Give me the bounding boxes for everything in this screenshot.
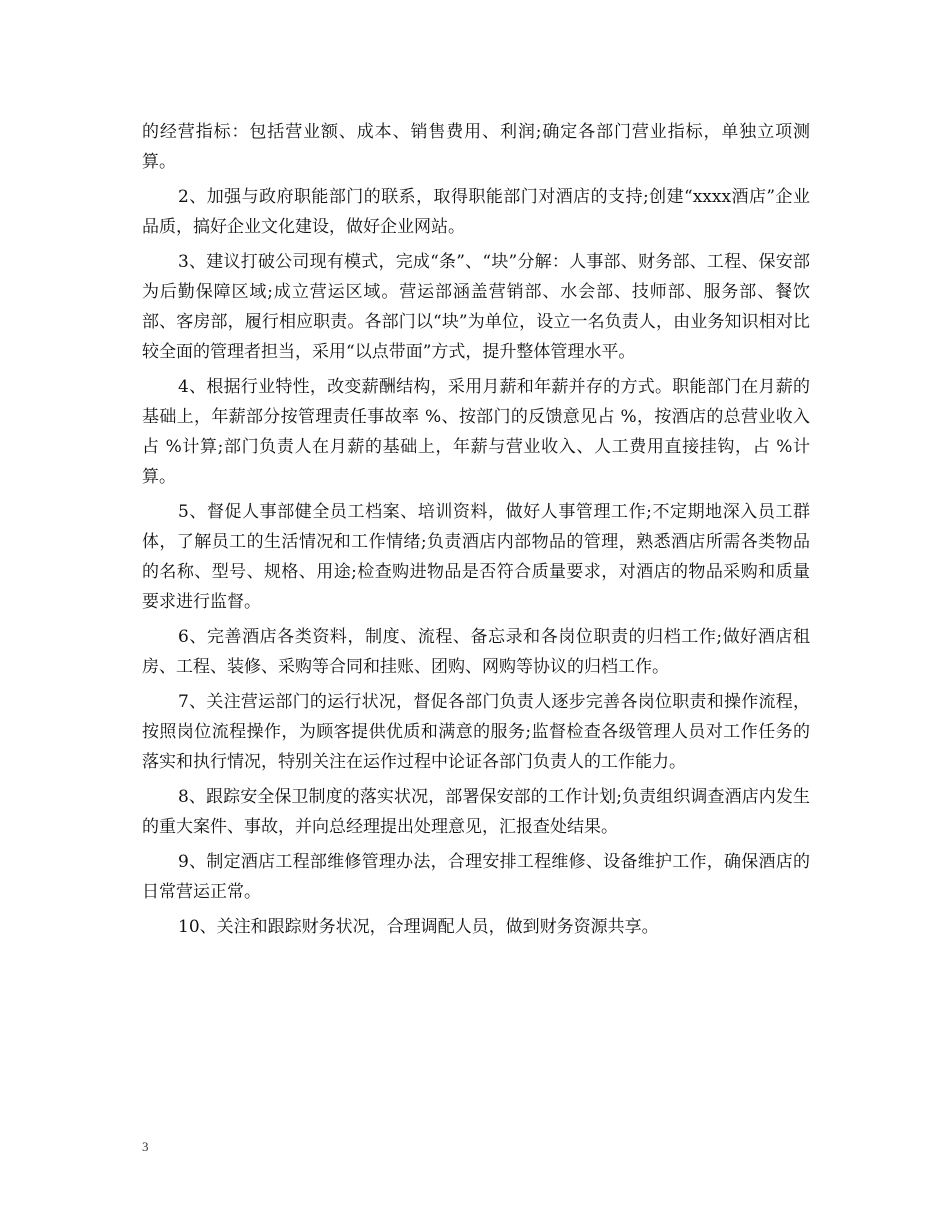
paragraph-item-9: 9、制定酒店工程部维修管理办法，合理安排工程维修、设备维护工作，确保酒店的日常营运正常。 [142,852,810,902]
paragraph-item-10: 10、关注和跟踪财务状况，合理调配人员，做到财务资源共享。 [178,917,659,937]
page-number: 3 [142,1139,149,1154]
paragraph-item-3: 3、建议打破公司现有模式，完成“条”、“块”分解：人事部、财务部、工程、保安部为后勤保障区域;成立营运区域。营运部涵盖营销部、水会部、技师部、服务部、餐饮部、客房部，履行相应职责。各部门以“块”为单位，设立一名负责人，由业务知识相对比较全面的管理者担当，采用“以点带面”方式，提升整体管理水平。 [142,252,810,362]
paragraph-item-6: 6、完善酒店各类资料，制度、流程、备忘录和各岗位职责的归档工作;做好酒店租房、工程、装修、采购等合同和挂账、团购、网购等协议的归档工作。 [142,627,810,677]
paragraph-item-7: 7、关注营运部门的运行状况，督促各部门负责人逐步完善各岗位职责和操作流程，按照岗位流程操作，为顾客提供优质和满意的服务;监督检查各级管理人员对工作任务的落实和执行情况，特别关注在运作过程中论证各部门负责人的工作能力。 [142,692,810,772]
paragraph-item-8: 8、跟踪安全保卫制度的落实状况，部署保安部的工作计划;负责组织调查酒店内发生的重大案件、事故，并向总经理提出处理意见，汇报查处结果。 [142,787,810,837]
paragraph-item-2: 2、加强与政府职能部门的联系，取得职能部门对酒店的支持;创建“xxxx酒店”企业品质，搞好企业文化建设，做好企业网站。 [142,187,810,237]
paragraph-item-5: 5、督促人事部健全员工档案、培训资料，做好人事管理工作;不定期地深入员工群体，了解员工的生活情况和工作情绪;负责酒店内部物品的管理，熟悉酒店所需各类物品的名称、型号、规格、用途;检查购进物品是否符合质量要求，对酒店的物品采购和质量要求进行监督。 [142,502,810,612]
paragraph-item-4: 4、根据行业特性，改变薪酬结构，采用月薪和年薪并存的方式。职能部门在月薪的基础上，年薪部分按管理责任事故率 %、按部门的反馈意见占 %，按酒店的总营业收入占 %计算;部门负责人在月薪的基础上，年薪与营业收入、人工费用直接挂钩，占 %计算。 [142,377,810,487]
document-body [142,117,810,947]
paragraph-continuation: 的经营指标：包括营业额、成本、销售费用、利润;确定各部门营业指标，单独立项测算。 [142,122,810,172]
